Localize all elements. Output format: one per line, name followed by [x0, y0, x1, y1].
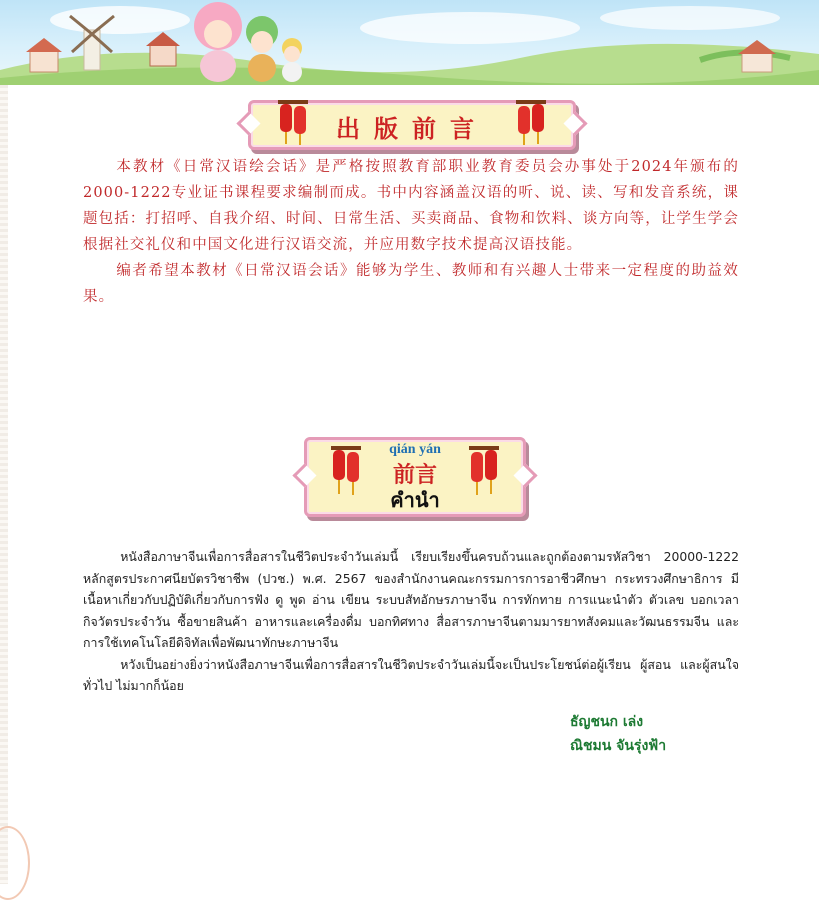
chinese-preface-text [83, 154, 739, 310]
page-title: 出版前言 [336, 114, 488, 143]
thai-paragraph: หนังสือภาษาจีนเพื่อการสื่อสารในชีวิตประจำวันเล่มนี้ เรียบเรียงขึ้นครบถ้วนและถูกต้องตามรหัสวิชา 20000-1222 หลักสูตรประกาศนียบัตรวิชาชีพ (ปวช.) พ.ศ. 2567 ของสำนักงานคณะกรรมการการอาชีวศึกษา กระทรวงศึกษาธิการ มีเนื้อหาเกี่ยวกับปฏิบัติเกี่ยวกับการฟัง ดู พูด อ่าน เขียน ระบบสัทอักษรภาษาจีน การทักทาย การแนะนำตัว ตัวเลข บอกเวลา กิจวัตรประจำวัน ซื้อขายสินค้า อาหารและเครื่องดื่ม บอกทิศทาง สื่อสารภาษาจีนตามมารยาทสังคมและวัฒนธรรมจีน และการใช้เทคโนโลยีดิจิทัลเพื่อพัฒนาทักษะภาษาจีน [83, 549, 739, 650]
chinese-paragraph: 本教材《日常汉语绘会话》是严格按照教育部职业教育委员会办事处于2024年颁布的2000-1222专业证书课程要求编制而成。书中内容涵盖汉语的听、说、读、写和发音系统，课题包括：打招呼、自我介绍、时间、日常生活、买卖商品、食物和饮料、谈方向等，让学生学会根据社交礼仪和中国文化进行汉语交流，并应用数字技术提高汉语技能。 [83, 159, 739, 253]
subtitle-plaque [304, 437, 526, 517]
subtitle-pinyin: qián yán [389, 442, 441, 457]
left-margin-decoration [0, 85, 8, 884]
chinese-paragraph: 编者希望本教材《日常汉语会话》能够为学生、教师和有兴趣人士带来一定程度的助益效果。 [83, 263, 739, 305]
thai-paragraph: หวังเป็นอย่างยิ่งว่าหนังสือภาษาจีนเพื่อการสื่อสารในชีวิตประจำวันเล่มนี้จะเป็นประโยชน์ต่อผู้เรียน ผู้สอน และผู้สนใจทั่วไป ไม่มากก็น้อย [83, 656, 739, 693]
corner-swirl-decoration [0, 826, 30, 900]
author-name: ณิชมน จันรุ่งฟ้า [570, 738, 667, 754]
author-name: ธัญชนก เล่ง [570, 714, 644, 730]
authors-signature [570, 710, 666, 758]
thai-preface-text [83, 546, 739, 697]
title-plaque [248, 100, 576, 150]
cartoon-children-illustration [0, 0, 819, 85]
header-banner [0, 0, 819, 85]
subtitle-thai: คำนำ [390, 488, 440, 512]
subtitle-chinese: 前言 [392, 462, 437, 488]
